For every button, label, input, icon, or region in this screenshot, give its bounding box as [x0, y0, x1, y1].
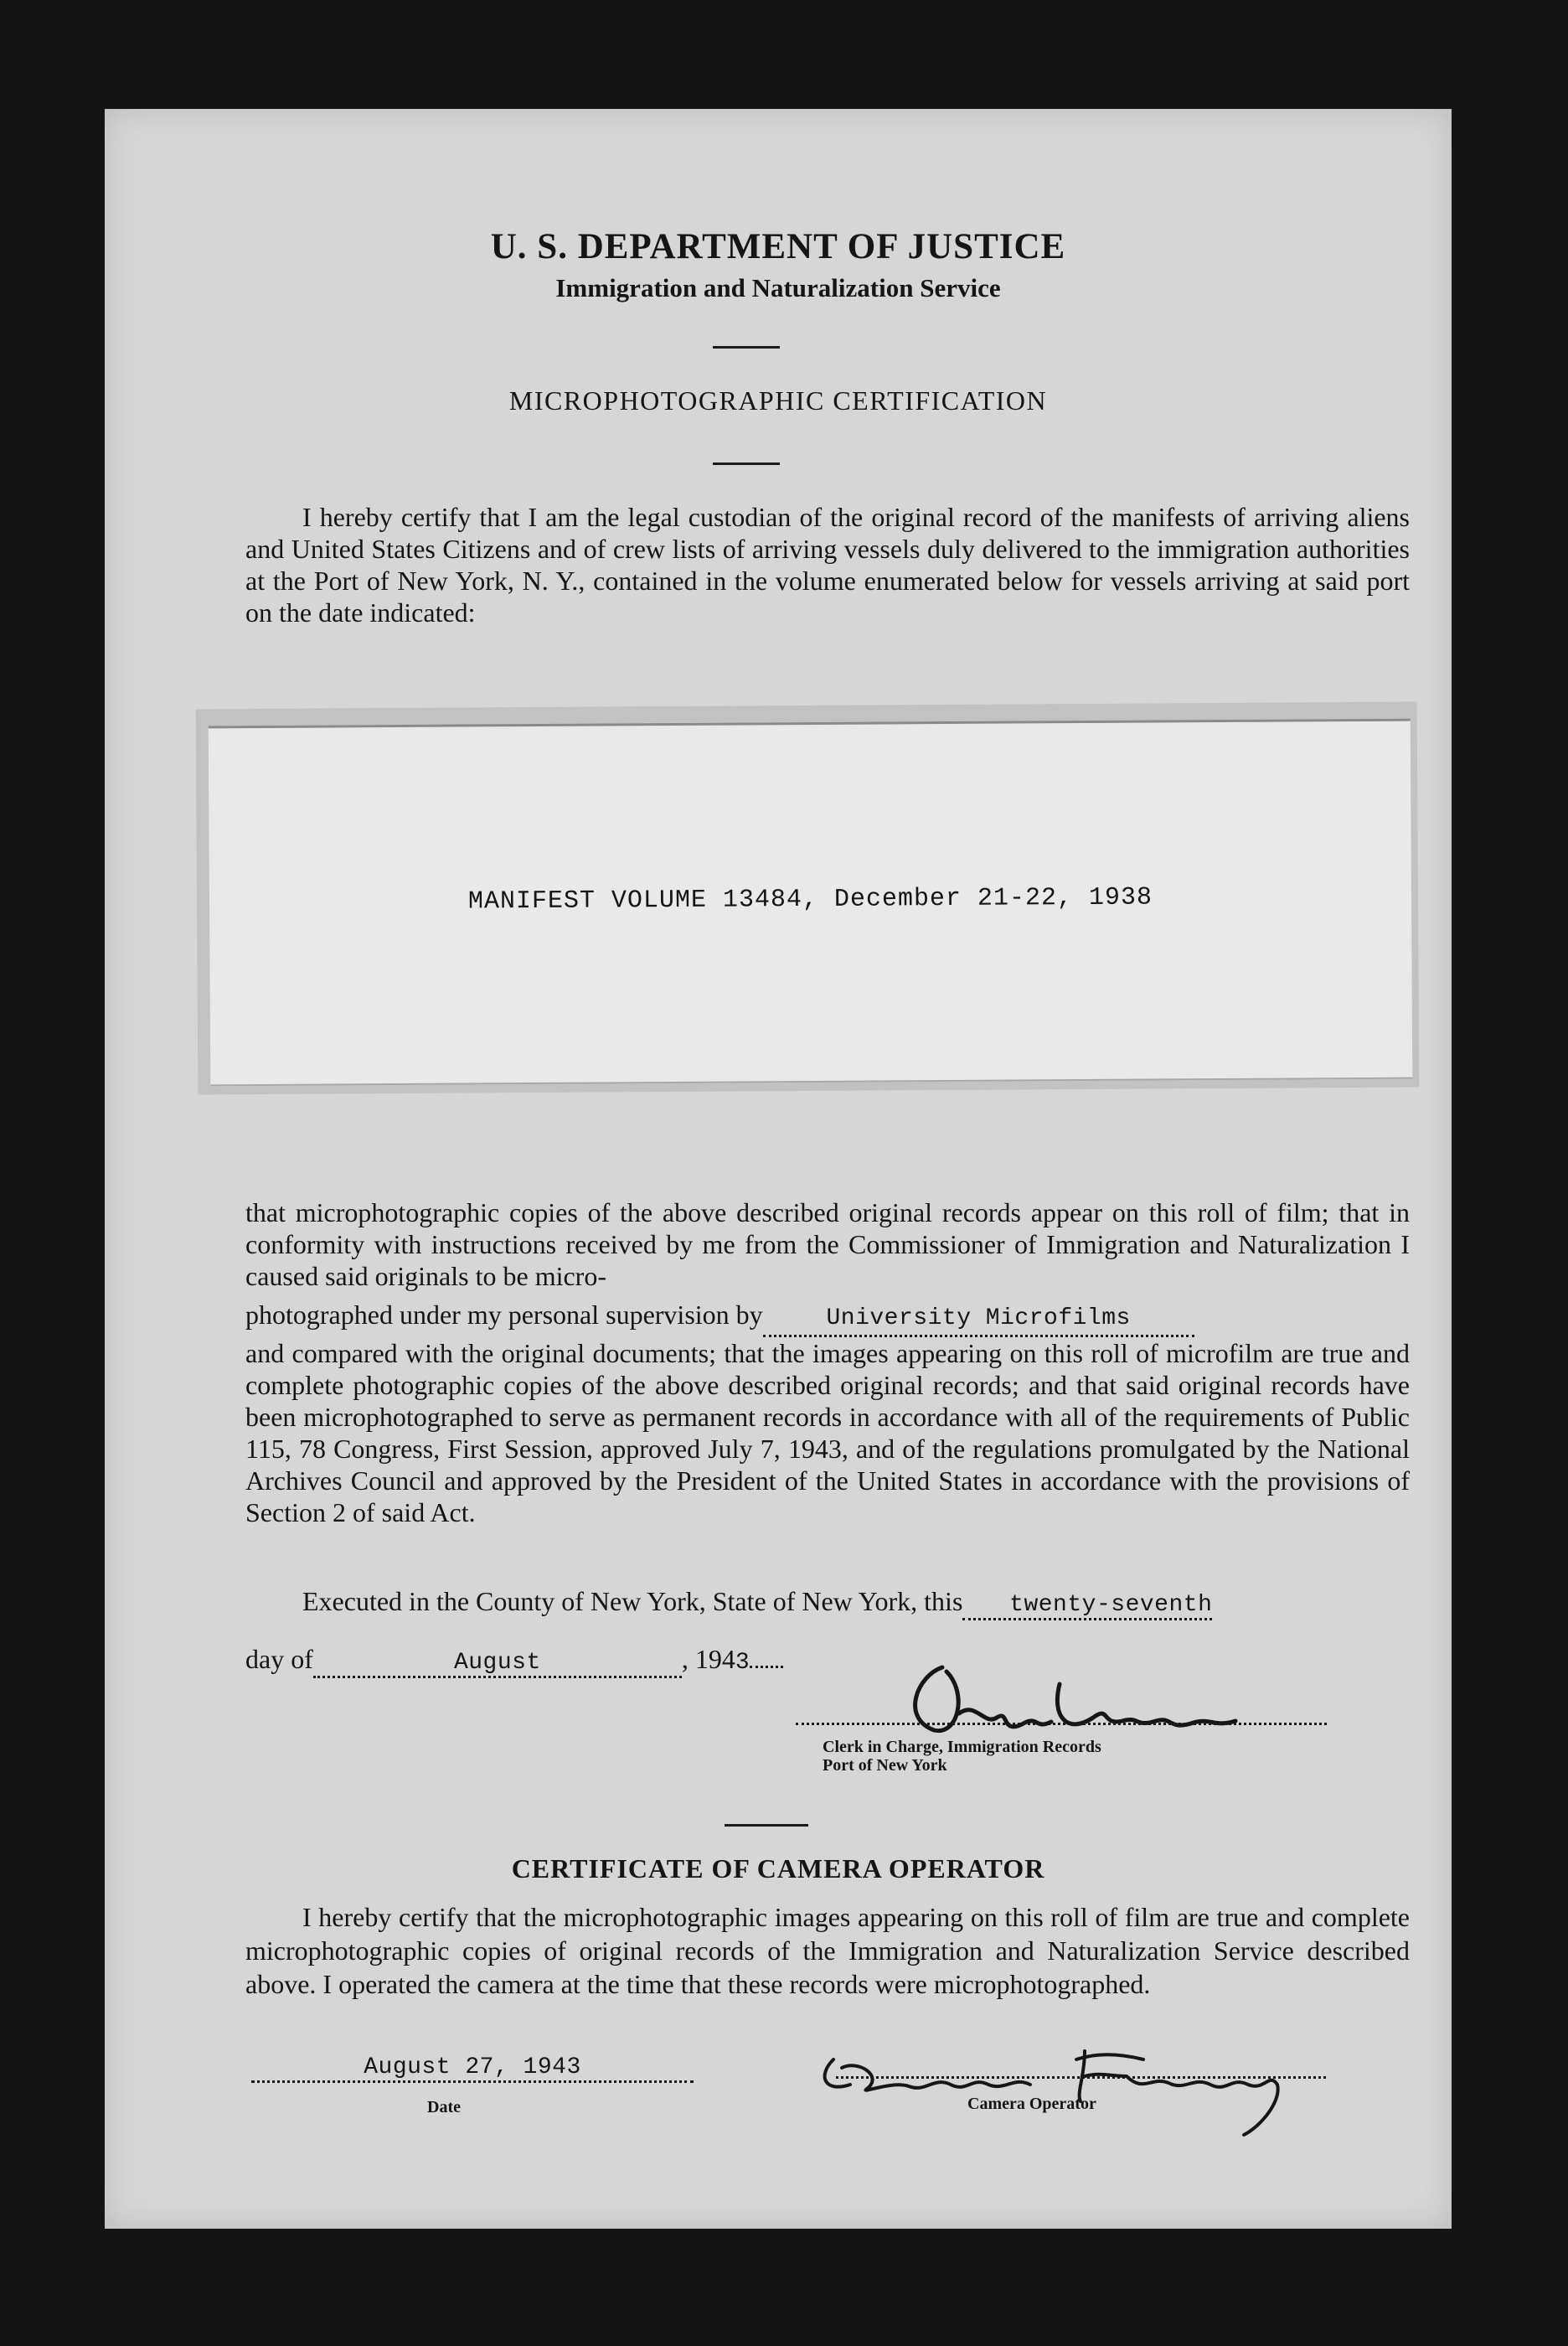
year-fill	[750, 1666, 783, 1668]
divider-rule	[713, 346, 780, 349]
camera-operator-line	[836, 2076, 1326, 2079]
divider-rule	[725, 1824, 808, 1827]
body-supervision-line	[245, 1299, 1410, 1337]
service-subheading: Immigration and Naturalization Service	[555, 273, 1001, 302]
department-heading: U. S. DEPARTMENT OF JUSTICE	[490, 227, 1066, 266]
camera-operator-label: Camera Operator	[967, 2095, 1096, 2113]
camera-paragraph	[245, 1900, 1410, 2001]
body-paragraph	[245, 1196, 1410, 1528]
year-prefix: , 194	[681, 1644, 735, 1674]
date-fill	[251, 2054, 694, 2083]
supervision-prefix: photographed under my personal supervision by	[245, 1300, 763, 1330]
certification-title: MICROPHOTOGRAPHIC CERTIFICATION	[508, 385, 1048, 416]
execution-day: twenty-seventh	[1009, 1592, 1213, 1618]
execution-line	[302, 1586, 1212, 1620]
clerk-title	[823, 1738, 1101, 1775]
camera-text: I hereby certify that the microphotographic images appearing on this roll of film are true and complete microphotographic copies of original records of the Immigration and Naturalization Service described above. I operated the camera at the time that these records were microphotographed.	[245, 1902, 1410, 1999]
document-sheet	[105, 109, 1452, 2229]
execution-prefix: Executed in the County of New York, State of New York, this	[302, 1586, 963, 1616]
year-digit: 3	[735, 1650, 750, 1676]
execution-month: August	[453, 1650, 541, 1676]
camera-date: August 27, 1943	[364, 2054, 581, 2080]
day-of-line	[245, 1644, 783, 1678]
clerk-signature-line	[796, 1723, 1327, 1725]
supervision-fill	[763, 1299, 1194, 1337]
manifest-label: MANIFEST VOLUME 13484, December 21-22, 1938	[467, 883, 1153, 917]
manifest-insert	[209, 719, 1413, 1087]
day-of-label: day of	[245, 1644, 313, 1674]
body-part1: that microphotographic copies of the above described original records appear on this roll of film; that in conformity with instructions received by me from the Commissioner of Immigration and Naturalization I caused said originals to be micro-	[245, 1197, 1410, 1291]
date-label: Date	[427, 2098, 461, 2116]
body-part2: and compared with the original documents; that the images appearing on this roll of microfilm are true and complete photographic copies of the above described original records; and that said original records have been microphotographed to serve as permanent records in accordance with all of the requirements of Public 115, 78 Congress, First Session, approved July 7, 1943, and of the regulations promulgated by the National Archives Council and approved by the President of the United States in accordance with the provisions of Section 2 of said Act.	[245, 1338, 1410, 1527]
divider-rule	[713, 462, 780, 465]
camera-certificate-heading: CERTIFICATE OF CAMERA OPERATOR	[511, 1853, 1045, 1884]
camera-operator-signature	[808, 2026, 1344, 2143]
execution-day-fill	[962, 1586, 1212, 1620]
photographed-by: University Microfilms	[826, 1305, 1131, 1331]
clerk-title-line2: Port of New York	[823, 1756, 947, 1775]
intro-text: I hereby certify that I am the legal custodian of the original record of the manifests of arriving aliens and United States Citizens and of crew lists of arriving vessels duly delivered to the immigration authorities at the Port of New York, N. Y., contained in the volume enumerated below for vessels arriving at said port on the date indicated:	[245, 502, 1410, 628]
month-fill	[313, 1644, 682, 1678]
clerk-title-line1: Clerk in Charge, Immigration Records	[823, 1738, 1101, 1756]
intro-paragraph	[245, 501, 1410, 628]
